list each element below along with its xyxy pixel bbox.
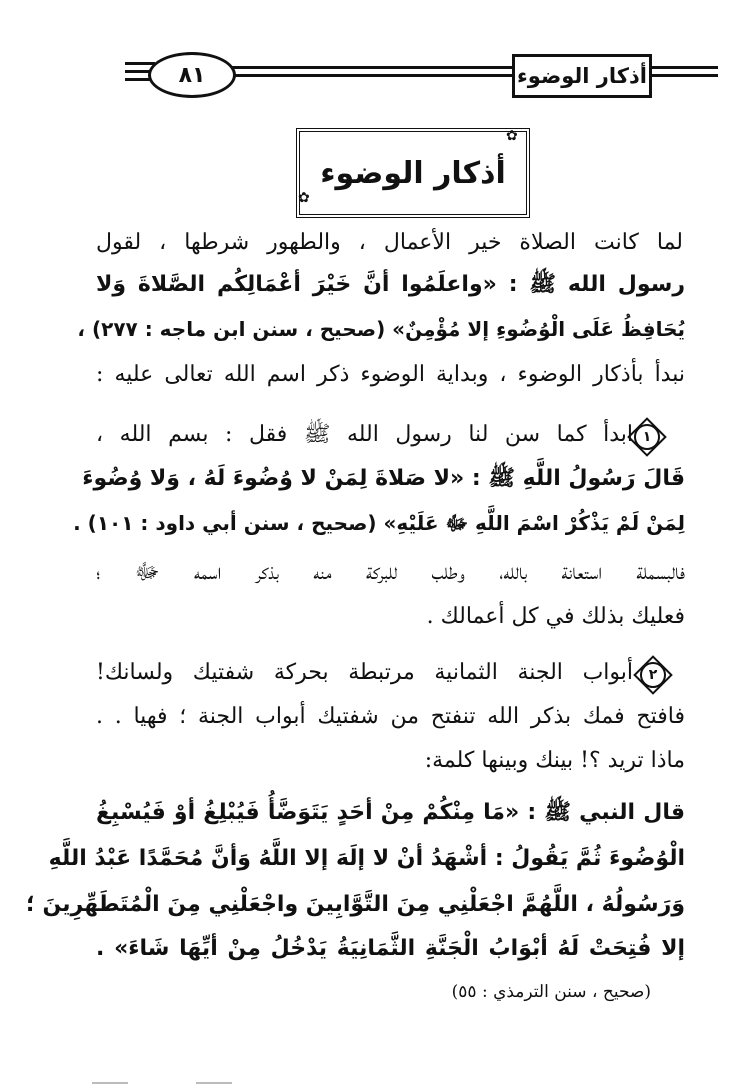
point-number-badge: ٢: [636, 658, 670, 692]
footer-rule: [92, 1082, 128, 1084]
hadith-line: قَالَ رَسُولُ اللَّهِ ﷺ : «لا صَلاةَ لِمَنْ لا وُضُوءَ لَهُ ، وَلا وُضُوءَ: [82, 466, 685, 491]
header-rule-mid: [230, 66, 512, 69]
hadith-line: رسول الله ﷺ : «واعلَمُوا أنَّ خَيْرَ أعْمَالِكُم الصَّلاةَ وَلا: [96, 272, 685, 297]
footer-rule: [196, 1082, 232, 1084]
hadith-line: يُحَافِظُ عَلَى الْوُضُوءِ إلا مُؤْمِنٌ» (صحيح ، سنن ابن ماجه : ٢٧٧) ،: [77, 317, 685, 341]
text-line: ابدأ كما سن لنا رسول الله ﷺ فقل : بسم الله ،: [96, 422, 633, 447]
header-rule-mid-2: [230, 74, 512, 77]
hadith-reference: (صحيح ، سنن الترمذي : ٥٥): [451, 982, 651, 1002]
ornament-icon: ✿: [506, 128, 518, 144]
hadith-line: إلا فُتِحَتْ لَهُ أبْوَابُ الْجَنَّةِ الثَّمَانِيَةُ يَدْخُلُ مِنْ أيِّهَا شَاءَ» .: [96, 936, 685, 961]
text-line: لما كانت الصلاة خير الأعمال ، والطهور شرطها ، لقول: [96, 230, 683, 255]
header-rule-right: [652, 66, 718, 69]
text-line: فافتح فمك بذكر الله تنفتح من شفتيك أبواب الجنة ؛ فهيا . .: [96, 704, 685, 729]
header-rule-right-2: [652, 74, 718, 77]
chapter-title: [296, 128, 530, 218]
ornament-icon: ✿: [298, 190, 310, 206]
text-line: ماذا تريد ؟! بينك وبينها كلمة:: [424, 748, 685, 773]
hadith-line: وَرَسُولُهُ ، اللَّهُمَّ اجْعَلْنِي مِنَ التَّوَّابِينَ واجْعَلْنِي مِنَ الْمُتَطَهِّرِينَ ؛: [26, 892, 685, 917]
running-title: أذكار الوضوء: [512, 54, 652, 98]
text-line: أبواب الجنة الثمانية مرتبطة بحركة شفتيك ولسانك!: [96, 660, 633, 685]
page-number: ٨١: [148, 52, 236, 98]
text-line: نبدأ بأذكار الوضوء ، وبداية الوضوء ذكر اسم الله تعالى عليه :: [96, 362, 685, 387]
text-line: فعليك بذلك في كل أعمالك .: [426, 604, 685, 629]
text-line: فالبسملة استعانة بالله، وطلب للبركة منه بذكر اسمه ﷻ ؛: [96, 560, 685, 585]
hadith-line: قال النبي ﷺ : «مَا مِنْكُمْ مِنْ أحَدٍ يَتَوَضَّأُ فَيُبْلِغُ أوْ فَيُسْبِغُ: [96, 800, 685, 825]
hadith-line: الْوُضُوءَ ثُمَّ يَقُولُ : أشْهَدُ أنْ لا إلَهَ إلا اللَّهُ وَأنَّ مُحَمَّدًا عَبْدُ اللَّهِ: [48, 846, 685, 871]
header-rule-left: [125, 62, 155, 65]
chapter-title-text: أذكار الوضوء: [320, 155, 506, 191]
point-number-badge: ١: [630, 420, 664, 454]
hadith-line: لِمَنْ لَمْ يَذْكُرْ اسْمَ اللَّهِ ﷻ عَلَيْهِ» (صحيح ، سنن أبي داود : ١٠١) .: [73, 511, 685, 535]
